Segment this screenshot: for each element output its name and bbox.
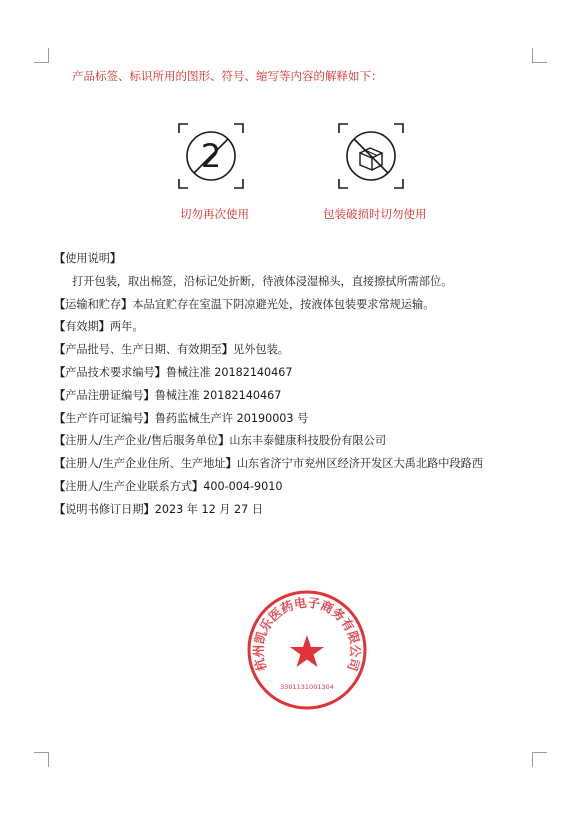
usage-text: 打开包装，取出棉签，沿标记处折断，待液体浸湿棉头，直接擦拭所需部位。	[72, 274, 453, 288]
crop-mark-top-left	[34, 48, 49, 63]
symbol-caption-damaged: 包装破损时切勿使用	[323, 207, 427, 221]
batch-line: 【产品批号、生产日期、有效期至】见外包装。	[54, 343, 289, 357]
storage-line: 【运输和贮存】本品宜贮存在室温下阴凉避光处，按液体包装要求常规运输。	[54, 297, 435, 311]
revision-date-line: 【说明书修订日期】2023 年 12 月 27 日	[54, 502, 264, 516]
company-line: 【注册人/生产企业/售后服务单位】山东丰泰健康科技股份有限公司	[54, 434, 387, 448]
do-not-reuse-icon	[176, 121, 246, 191]
shelf-life-line: 【有效期】两年。	[54, 320, 144, 334]
crop-mark-bottom-right	[532, 752, 547, 767]
company-seal	[246, 589, 368, 711]
symbol-caption-reuse: 切勿再次使用	[180, 207, 249, 221]
contact-line: 【注册人/生产企业联系方式】400-004-9010	[54, 479, 283, 493]
license-line: 【生产许可证编号】鲁药监械生产许 20190003 号	[54, 411, 309, 425]
address-line: 【注册人/生产企业住所、生产地址】山东省济宁市兖州区经济开发区大禹北路中段路西	[54, 457, 483, 471]
svg-text:杭州凯乐医药电子商务有限公司: 杭州凯乐医药电子商务有限公司	[250, 594, 364, 673]
registration-line: 【产品注册证编号】鲁械注准 20182140467	[54, 388, 282, 402]
crop-mark-bottom-left	[34, 752, 49, 767]
instructions-body	[54, 248, 554, 522]
crop-mark-top-right	[532, 48, 547, 63]
do-not-use-if-package-damaged-icon	[336, 121, 406, 191]
usage-heading: 【使用说明】	[54, 252, 122, 265]
tech-req-line: 【产品技术要求编号】鲁械注准 20182140467	[54, 365, 293, 379]
svg-text:3301131001304: 3301131001304	[280, 683, 334, 691]
svg-text:2: 2	[200, 137, 222, 175]
symbol-legend-heading: 产品标签、标识所用的图形、符号、缩写等内容的解释如下：	[72, 69, 383, 83]
